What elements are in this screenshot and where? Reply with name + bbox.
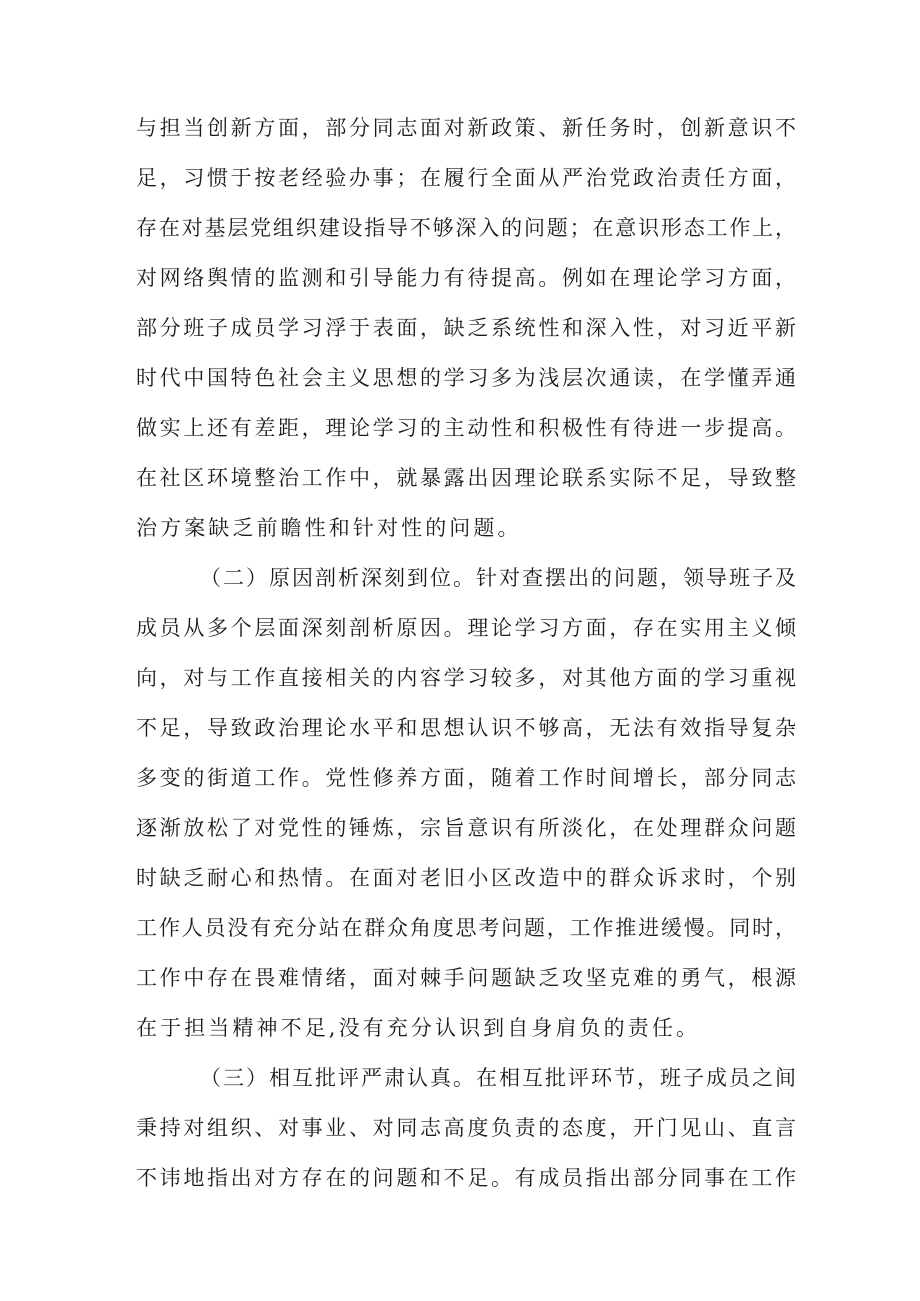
text-line: 成员从多个层面深刻剖析原因。理论学习方面，存在实用主义倾 <box>136 616 796 640</box>
text-line: 工作人员没有充分站在群众角度思考问题，工作推进缓慢。同时， <box>136 916 796 940</box>
text-line: 逐渐放松了对党性的锤炼，宗旨意识有所淡化，在处理群众问题 <box>136 816 796 840</box>
section-heading-line: （二）原因剖析深刻到位。针对查摆出的问题，领导班子及 <box>200 566 796 590</box>
text-line: 治方案缺乏前瞻性和针对性的问题。 <box>136 516 522 540</box>
text-line: 在于担当精神不足,没有充分认识到自身肩负的责任。 <box>136 1016 701 1040</box>
text-line: 存在对基层党组织建设指导不够深入的问题；在意识形态工作上， <box>136 216 796 240</box>
text-line: 时代中国特色社会主义思想的学习多为浅层次通读，在学懂弄通 <box>136 366 796 390</box>
text-line: 在社区环境整治工作中，就暴露出因理论联系实际不足，导致整 <box>136 466 796 490</box>
text-line: 秉持对组织、对事业、对同志高度负责的态度，开门见山、直言 <box>136 1116 796 1140</box>
section-heading-line: （三）相互批评严肃认真。在相互批评环节，班子成员之间 <box>200 1066 796 1090</box>
text-line: 部分班子成员学习浮于表面，缺乏系统性和深入性，对习近平新 <box>136 316 796 340</box>
text-line: 多变的街道工作。党性修养方面，随着工作时间增长，部分同志 <box>136 766 796 790</box>
text-line: 对网络舆情的监测和引导能力有待提高。例如在理论学习方面， <box>136 266 796 290</box>
text-line: 做实上还有差距，理论学习的主动性和积极性有待进一步提高。 <box>136 416 796 440</box>
text-line: 工作中存在畏难情绪，面对棘手问题缺乏攻坚克难的勇气，根源 <box>136 966 796 990</box>
text-line: 不足，导致政治理论水平和思想认识不够高，无法有效指导复杂 <box>136 716 796 740</box>
text-line: 不讳地指出对方存在的问题和不足。有成员指出部分同事在工作 <box>136 1166 796 1190</box>
text-line: 时缺乏耐心和热情。在面对老旧小区改造中的群众诉求时，个别 <box>136 866 796 890</box>
text-line: 足，习惯于按老经验办事；在履行全面从严治党政治责任方面， <box>136 166 796 190</box>
document-body <box>136 103 796 1203</box>
text-line: 向，对与工作直接相关的内容学习较多，对其他方面的学习重视 <box>136 666 796 690</box>
text-line: 与担当创新方面，部分同志面对新政策、新任务时，创新意识不 <box>136 116 796 140</box>
